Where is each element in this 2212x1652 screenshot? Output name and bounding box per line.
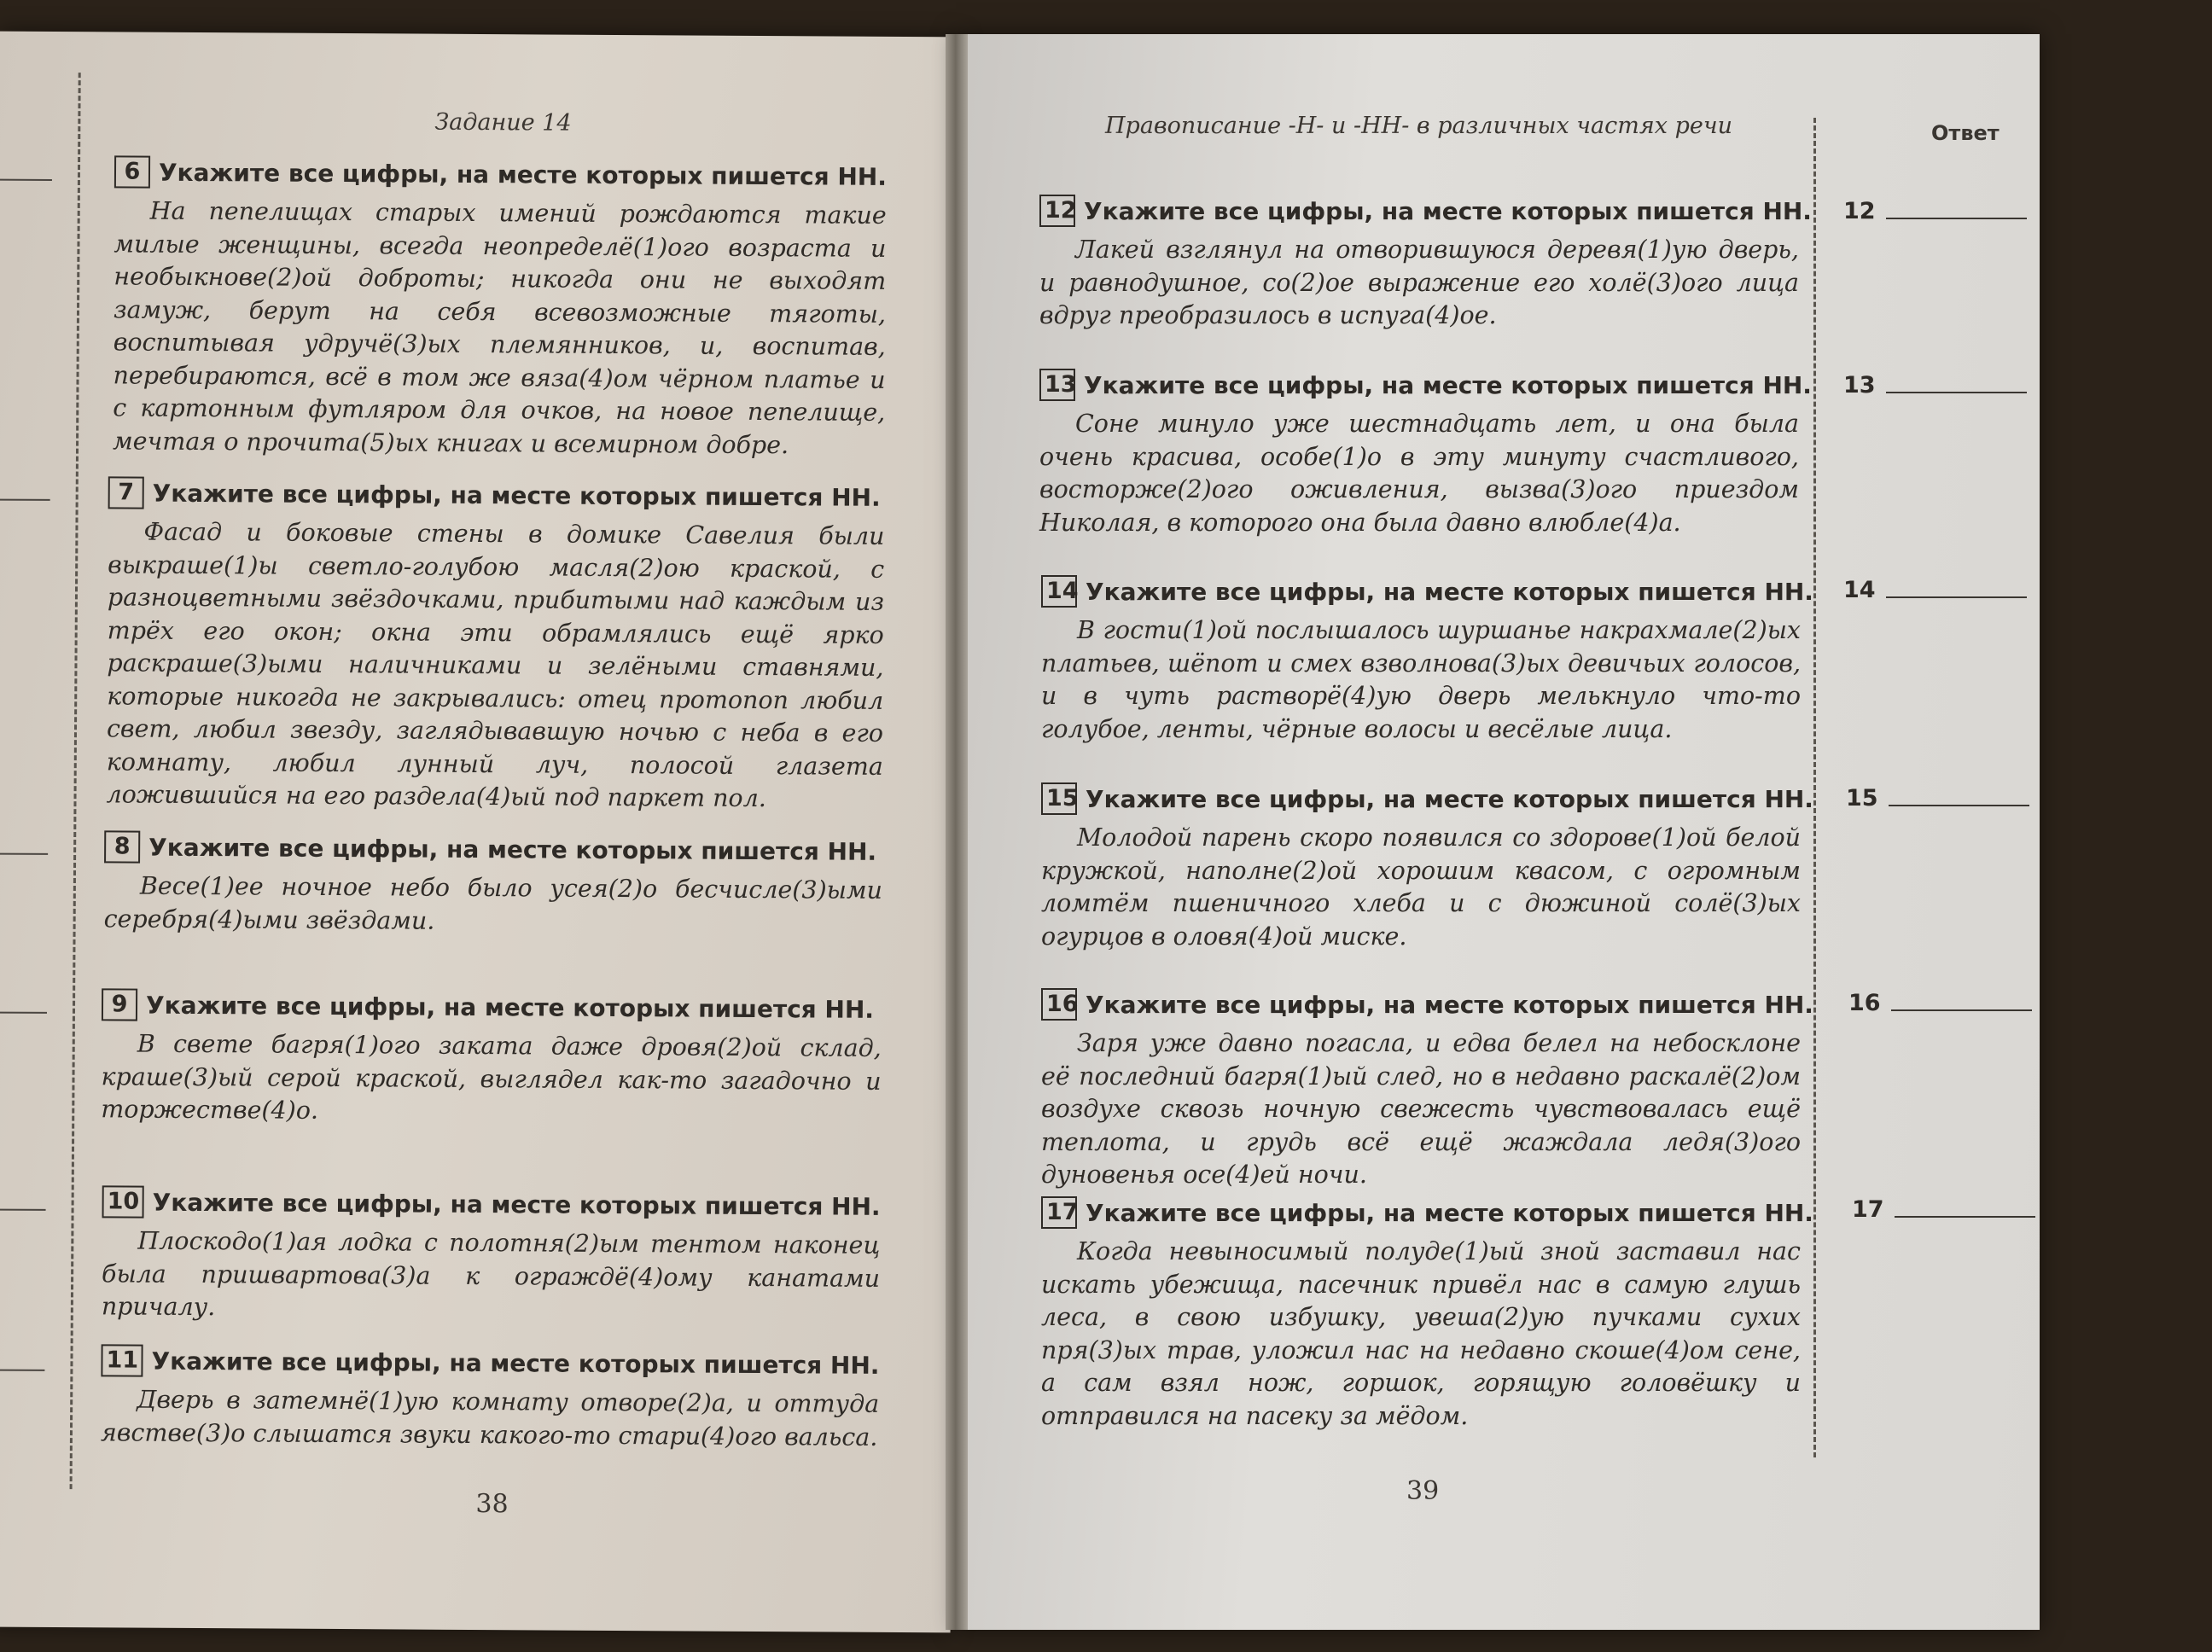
answer-line[interactable] [1889,805,2029,806]
answer-margin-line-9 [0,1012,47,1014]
task-7 [106,476,884,816]
answer-margin-line-6 [0,179,52,181]
task-text: Весе(1)ее ночное небо было усея(2)о бесчисле(3)ыми серебря(4)ыми звёздами. [103,871,882,935]
answer-label: 13 [1843,372,1876,398]
task-15 [1041,782,1813,953]
task-text: На пепелищах старых имений рождаются такие милые женщины, всегда неопределё(1)ого возраста и необыкнове(2)ой доброты; никогда они не выходят замуж, берут на себя всевозможные тяготы, воспитывая удручё(3)ых племянников, и, воспитав, перебираются, всё в том же вяза(4)ом чёрном платье и с картонным футляром для очков, на новое пепелище, мечтая о прочита(5)ых книгах и всемирном добре. [112,196,887,459]
page-number: 39 [1406,1476,1440,1506]
answer-field-14[interactable] [1843,577,2027,603]
task-text: Соне минуло уже шестнадцать лет, и она была очень красива, особе(1)о в эту минуту счастливого, восторже(2)ого оживления, вызва(3)ого приездом Николая, в которого она была давно влюбле(4)а. [1039,410,1799,537]
task-prompt: Укажите все цифры, на месте которых пишется НН. [148,833,877,866]
task-text: В гости(1)ой послышалось шуршанье накрахмале(2)ых платьев, шёпот и смех взволнова(3)ых девичьих голосов, и в чуть растворё(4)ую дверь мелькнуло что-то голубое, ленты, чёрные волосы и весёлые лица. [1041,616,1801,743]
page-header: Правописание -Н- и -НН- в различных частях речи [1105,113,1733,139]
answer-line[interactable] [1895,1216,2035,1218]
task-number: 10 [102,1185,144,1218]
page-number: 38 [475,1489,509,1520]
book-spine [946,34,968,1630]
task-6 [113,155,887,462]
task-number: 6 [114,155,150,188]
task-text: Фасад и боковые стены в домике Савелия были выкраше(1)ы светло-голубою масля(2)ою краской, с разноцветными звёздочками, прибитыми над каждым из трёх его окон; окна эти обрамлялись ещё ярко раскраше(3)ыми наличниками и зелёными ставнями, которые никогда не закрывались: отец протопоп любил свет, любил звезду, заглядывавшую ночью с неба в его комнату, любил лунный луч, полосой глазета ложившийся на его раздела(4)ый под паркет пол. [106,517,885,813]
task-12 [1039,195,1812,333]
task-17 [1041,1196,1813,1433]
task-number: 16 [1041,988,1077,1021]
page-header: Задание 14 [434,108,572,137]
task-prompt: Укажите все цифры, на месте которых пишется НН. [1086,990,1813,1019]
answer-margin-line-11 [0,1370,44,1371]
task-prompt: Укажите все цифры, на месте которых пишется НН. [152,479,881,512]
answer-label: 17 [1852,1196,1884,1223]
left-margin-dashed-line [70,73,81,1489]
answer-margin-line-10 [0,1209,46,1211]
answer-margin-line-8 [0,853,48,855]
task-number: 13 [1039,369,1075,401]
task-prompt: Укажите все цифры, на месте которых пишется НН. [1086,577,1813,606]
task-10 [102,1185,881,1328]
task-16 [1041,988,1813,1192]
answer-field-13[interactable] [1843,372,2027,398]
answer-label: 12 [1843,198,1876,224]
task-prompt: Укажите все цифры, на месте которых пишется НН. [1086,784,1813,813]
task-text: Молодой парень скоро появился со здорове(1)ой белой кружкой, наполне(2)ой хорошим квасом, с огромным ломтём пшеничного хлеба и с дюжиной солё(3)ых огурцов в оловя(4)ой миске. [1041,823,1801,951]
task-text: Лакей взглянул на отворившуюся деревя(1)ую дверь, и равнодушное, со(2)ое выражение его холё(3)ого лица вдруг преобразилось в испуга(4)ое. [1039,236,1799,329]
answer-label: 14 [1843,577,1876,603]
answer-field-16[interactable] [1848,990,2032,1016]
task-text: Когда невыносимый полуде(1)ый зной заставил нас искать убежища, пасечник привёл нас в самую глушь леса, в свою избушку, увеша(2)ую пучками сухих пря(3)ых трав, уложил нас на недавно скоше(4)ом сене, а сам взял нож, горшок, горящую головёшку и отправился на пасеку за мёдом. [1041,1237,1801,1430]
answer-label: 16 [1848,990,1881,1016]
right-page [956,34,2040,1630]
answer-line[interactable] [1886,392,2027,393]
task-13 [1039,369,1812,539]
task-14 [1041,575,1813,746]
task-text: Плоскодо(1)ая лодка с полотня(2)ым тентом наконец была пришвартова(3)а к ограждё(4)ому канатами причалу. [101,1226,881,1322]
answer-line[interactable] [1886,218,2027,219]
task-prompt: Укажите все цифры, на месте которых пишется НН. [152,1188,881,1221]
answer-label: 15 [1846,785,1878,811]
task-11 [101,1344,880,1454]
task-number: 9 [102,988,137,1021]
task-number: 14 [1041,575,1077,608]
task-prompt: Укажите все цифры, на месте которых пишется НН. [1084,370,1812,399]
task-number: 8 [104,830,140,863]
answer-field-12[interactable] [1843,198,2027,224]
task-prompt: Укажите все цифры, на месте которых пишется НН. [151,1347,880,1380]
answer-column-dashed-line [1813,118,1816,1457]
task-8 [104,830,883,940]
task-number: 17 [1041,1196,1077,1229]
answer-column-title: Ответ [1931,121,2000,145]
answer-line[interactable] [1891,1009,2032,1011]
task-prompt: Укажите все цифры, на месте которых пишется НН. [158,158,888,191]
task-prompt: Укажите все цифры, на месте которых пишется НН. [1086,1198,1813,1227]
answer-field-15[interactable] [1846,785,2029,811]
task-text: Заря уже давно погасла, и едва белел на небосклоне её последний багря(1)ый след, но в недавно раскалё(2)ом воздухе сквозь ночную свежесть чувствовалась ещё теплота, и грудь всё ещё жаждала ледя(3)ого дуновенья осе(4)ей ночи. [1041,1029,1801,1189]
task-number: 15 [1041,782,1077,815]
answer-margin-line-7 [0,499,50,501]
answer-line[interactable] [1886,596,2027,598]
task-number: 11 [101,1344,143,1376]
task-prompt: Укажите все цифры, на месте которых пишется НН. [1084,196,1812,225]
task-9 [101,988,882,1131]
task-text: В свете багря(1)ого заката даже дровя(2)ой склад, краше(3)ый серой краской, выглядел как-то загадочно и торжестве(4)о. [101,1029,882,1125]
task-text: Дверь в затемнё(1)ую комнату отворе(2)а, и оттуда явстве(3)о слышатся звуки какого-то стари(4)ого вальса. [100,1385,880,1451]
task-number: 7 [108,476,144,509]
task-number: 12 [1039,195,1075,227]
left-page [0,32,960,1633]
task-prompt: Укажите все цифры, на месте которых пишется НН. [145,991,875,1024]
answer-field-17[interactable] [1852,1196,2035,1223]
